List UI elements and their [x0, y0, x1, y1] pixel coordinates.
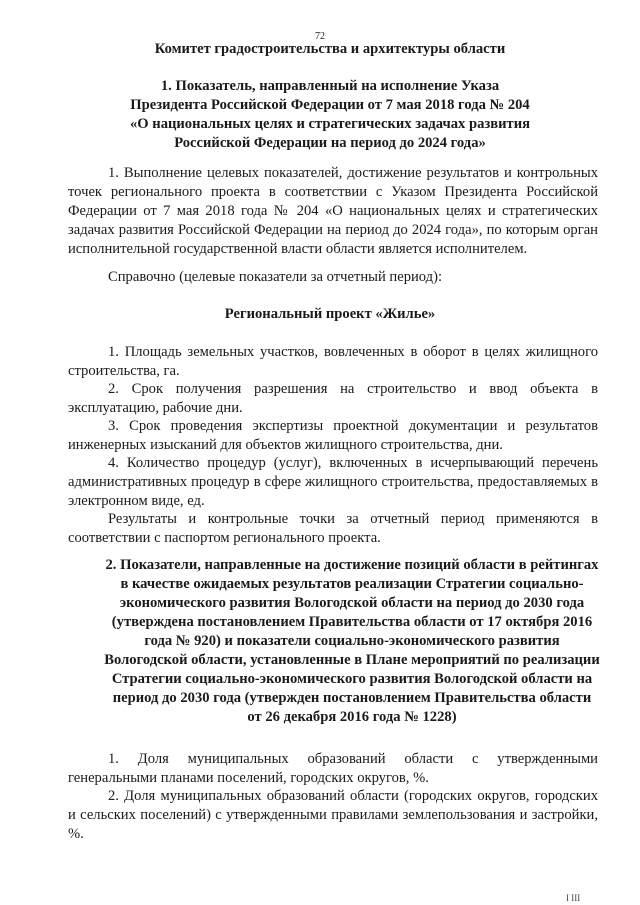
project-item-2: 2. Срок получения разрешения на строительство и ввод объекта в эксплуатацию, рабочие дни.	[68, 381, 598, 416]
section2-item-2: 2. Доля муниципальных образований области (городских округов, городских и сельских поселений) с утвержденными правилами землепользования и застройки, %.	[68, 788, 598, 842]
section2-item-1: 1. Доля муниципальных образований области с утвержденными генеральными планами поселений, городских округов, %.	[68, 751, 598, 786]
section1-title: 1. Показатель, направленный на исполнение Указа Президента Российской Федерации от 7 мая 2018 года № 204 «О национальных целях и стратегических задачах развития Российской Федерации на период до 2024 года»	[129, 78, 530, 151]
section2-title: 2. Показатели, направленные на достижение позиций области в рейтингах в качестве ожидаемых результатов реализации Стратегии социально-экономического развития Вологодской области на период до 2030 года (утверждена постановлением Правительства области от 17 октября 2016 года № 920) и показатели социально-экономического развития Вологодской области, установленные в Плане мероприятий по реализации Стратегии социально-экономического развития Вологодской области на период до 2030 года (утвержден постановлением Правительства области от 26 декабря 2016 года № 1228)	[104, 557, 600, 725]
project-note: Результаты и контрольные точки за отчетный период применяются в соответствии с паспортом регионального проекта.	[68, 511, 598, 546]
project-item-1: 1. Площадь земельных участков, вовлеченных в оборот в целях жилищного строительства, га.	[68, 344, 598, 379]
section1-paragraph: 1. Выполнение целевых показателей, достижение результатов и контрольных точек регионального проекта в соответствии с Указом Президента Российской Федерации от 7 мая 2018 года № 204 «О национальных целях и стратегических задачах развития Российской Федерации на период до 2024 года», по которым орган исполнительной государственной власти области является исполнителем.	[68, 165, 598, 257]
page-number: 72	[315, 31, 325, 42]
footer-mark: I III	[566, 893, 581, 903]
project-item-4: 4. Количество процедур (услуг), включенных в исчерпывающий перечень административных процедур в сфере жилищного строительства, предоставляемых в электронном виде, ед.	[68, 455, 598, 509]
project-title: Региональный проект «Жилье»	[224, 306, 436, 322]
committee-title: Комитет градостроительства и архитектуры области	[154, 41, 506, 57]
project-item-3: 3. Срок проведения экспертизы проектной документации и результатов инженерных изысканий для объектов жилищного строительства, дни.	[68, 418, 598, 453]
reference-line: Справочно (целевые показатели за отчетный период):	[108, 269, 443, 285]
